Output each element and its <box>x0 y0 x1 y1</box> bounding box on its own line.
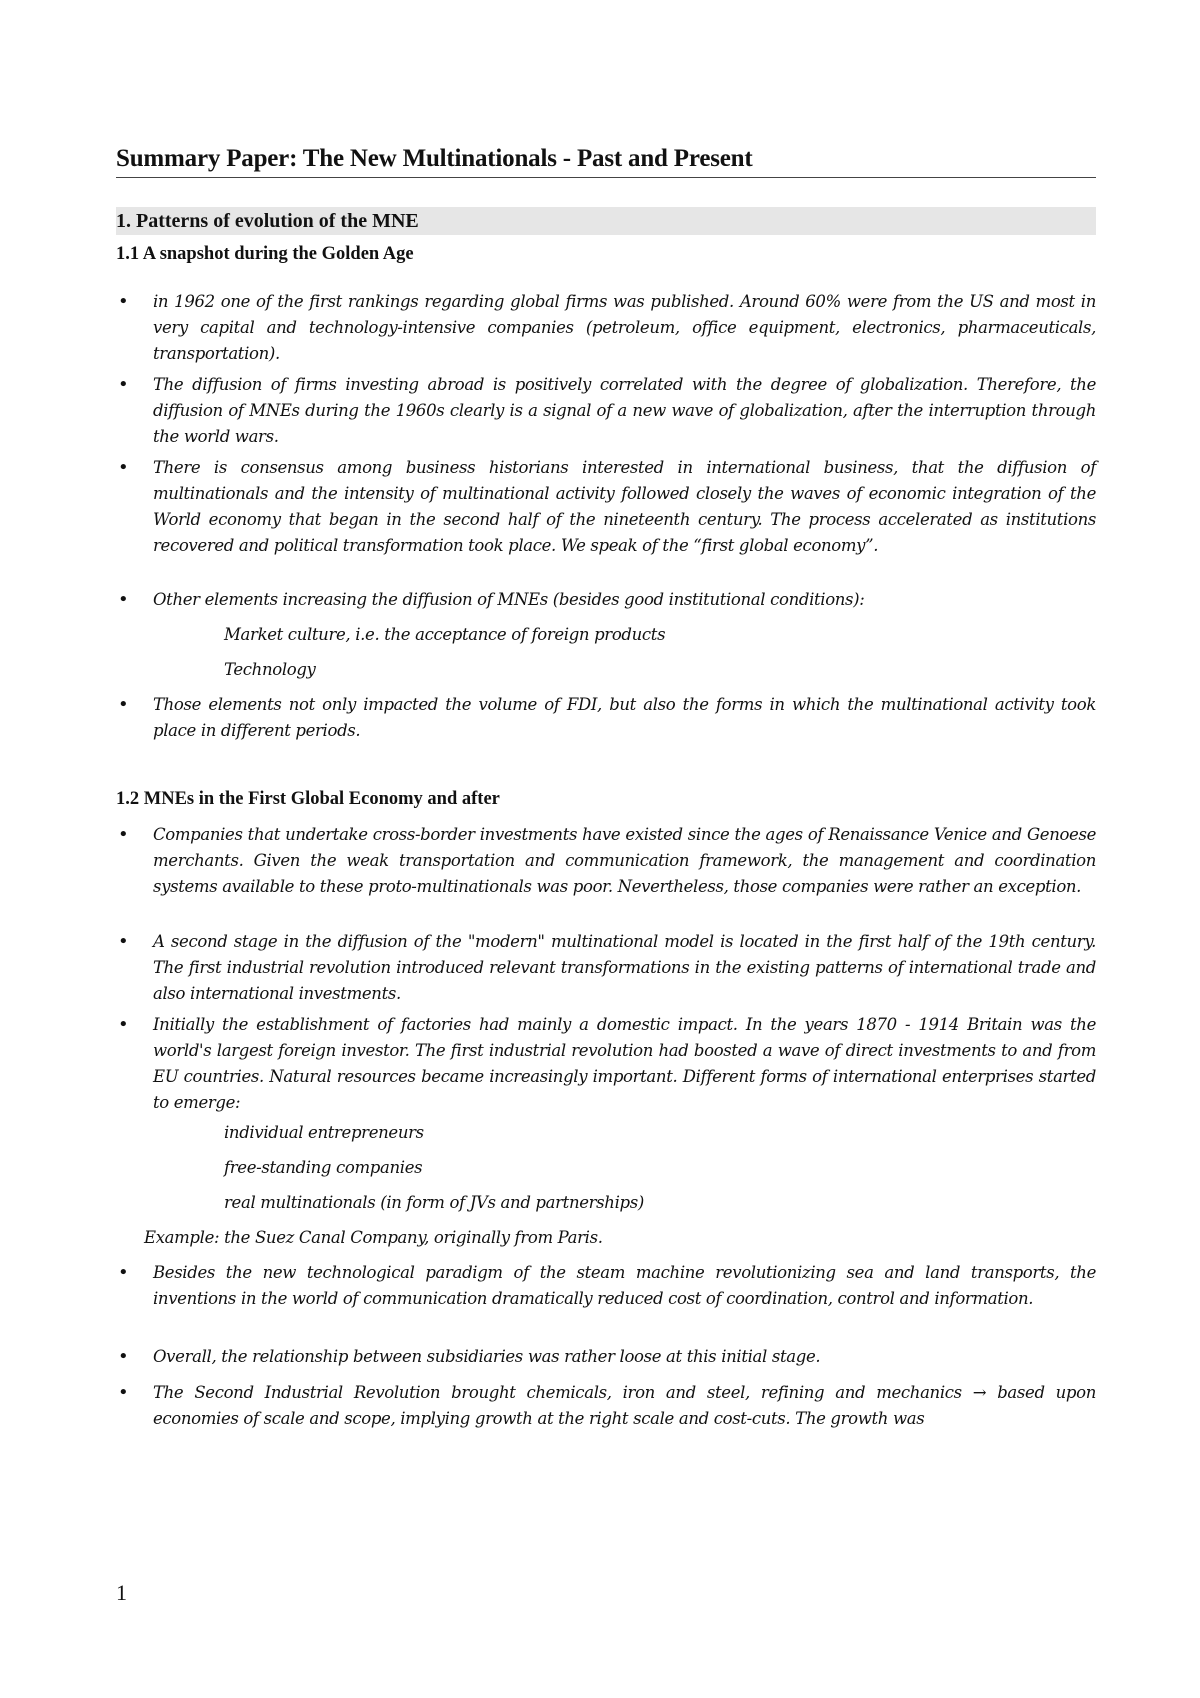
list-item: • Those elements not only impacted the volume of FDI, but also the forms in which the multinational activity took place in different periods. <box>118 694 1096 740</box>
page-number: 1 <box>116 1580 127 1605</box>
list-item: • Besides the new technological paradigm of the steam machine revolutionizing sea and land transports, the inventions in the world of communication dramatically reduced cost of coordination, control and information. <box>118 1262 1096 1308</box>
list-item: • A second stage in the diffusion of the "modern" multinational model is located in the first half of the 19th century. The first industrial revolution introduced relevant transformations in the existing patterns of international trade and also international investments. <box>118 931 1096 1003</box>
list-item: • in 1962 one of the first rankings regarding global firms was published. Around 60% were from the US and most in very capital and technology-intensive companies (petroleum, office equipment, electronics, pharmaceuticals, transportation). <box>118 291 1096 363</box>
bullet-icon: • <box>118 694 129 715</box>
example-note: Example: the Suez Canal Company, originally from Paris. <box>144 1228 603 1247</box>
list-item: • The Second Industrial Revolution brought chemicals, iron and steel, refining and mechanics → based upon economies of scale and scope, implying growth at the right scale and cost-cuts. The growth was <box>118 1382 1096 1428</box>
subsection-heading-1-2: 1.2 MNEs in the First Global Economy and after <box>116 789 500 809</box>
list-item: • Other elements increasing the diffusion of MNEs (besides good institutional conditions): <box>116 587 1096 613</box>
bullet-icon: • <box>118 457 129 478</box>
list-item: • Overall, the relationship between subsidiaries was rather loose at this initial stage. <box>116 1344 1096 1370</box>
bullet-icon: • <box>118 291 129 312</box>
sub-list-item: real multinationals (in form of JVs and partnerships) <box>224 1193 644 1212</box>
bullet-icon: • <box>118 1014 129 1035</box>
bullet-icon: • <box>118 1382 129 1403</box>
list-item: • Companies that undertake cross-border investments have existed since the ages of Renaissance Venice and Genoese merchants. Given the weak transportation and communication framework, the management and coordination systems available to these proto-multinationals was poor. Nevertheless, those companies were rather an exception. <box>118 824 1096 896</box>
sub-list-item: Market culture, i.e. the acceptance of foreign products <box>224 625 666 644</box>
list-item: • There is consensus among business historians interested in international business, that the diffusion of multinationals and the intensity of multinational activity followed closely the waves of economic integration of the World economy that began in the second half of the nineteenth century. The process accelerated as institutions recovered and political transformation took place. We speak of the “first global economy”. <box>118 457 1096 555</box>
bullet-icon: • <box>118 374 129 395</box>
sub-list-item: individual entrepreneurs <box>224 1123 424 1142</box>
bullet-icon: • <box>118 824 129 845</box>
bullet-icon: • <box>118 931 129 952</box>
list-item: • Initially the establishment of factories had mainly a domestic impact. In the years 1870 - 1914 Britain was the world's largest foreign investor. The first industrial revolution had boosted a wave of direct investments to and from EU countries. Natural resources became increasingly important. Different forms of international enterprises started to emerge: <box>118 1014 1096 1112</box>
bullet-icon: • <box>118 1262 129 1283</box>
document-title: Summary Paper: The New Multinationals - Past and Present <box>116 144 1096 178</box>
sub-list-item: Technology <box>224 660 316 679</box>
subsection-heading-1-1: 1.1 A snapshot during the Golden Age <box>116 244 414 264</box>
list-item: • The diffusion of firms investing abroad is positively correlated with the degree of globalization. Therefore, the diffusion of MNEs during the 1960s clearly is a signal of a new wave of globalization, after the interruption through the world wars. <box>118 374 1096 446</box>
sub-list-item: free-standing companies <box>224 1158 423 1177</box>
bullet-icon: • <box>118 589 129 610</box>
section-heading-1: 1. Patterns of evolution of the MNE <box>116 207 1096 235</box>
bullet-icon: • <box>118 1346 129 1367</box>
